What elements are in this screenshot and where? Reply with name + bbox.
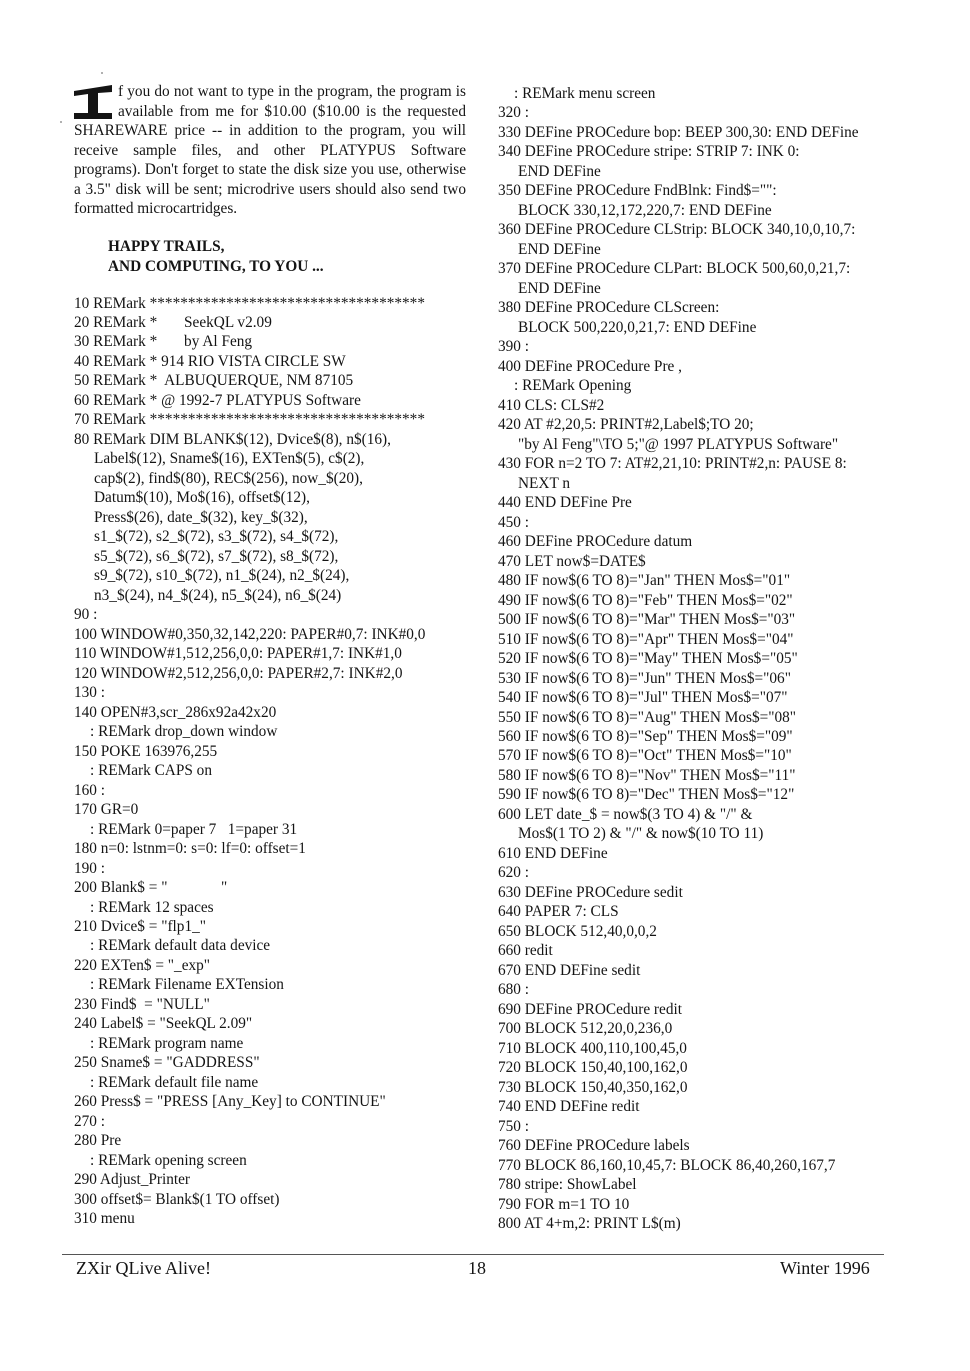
code-line: 230 Find$ = "NULL" — [74, 995, 210, 1013]
code-line: 550 IF now$(6 TO 8)="Aug" THEN Mos$="08" — [498, 708, 797, 726]
code-line: s1_$(72), s2_$(72), s3_$(72), s4_$(72), — [94, 528, 339, 546]
code-line: 330 DEFine PROCedure bop: BEEP 300,30: END DEFine — [498, 123, 859, 141]
code-line: 700 BLOCK 512,20,0,236,0 — [498, 1020, 673, 1038]
intro-text: f you do not want to type in the program, the program is available from me for $10.00 ($10.00 is the requested SHAREWARE price -- in addition to the program, you will receive sample files, and other PLATYPUS Software programs). Don't forget to state the disk size you use, otherwise a 3.5" disk will be sent; microdrive users should also send two formatted microcartridges. — [74, 83, 466, 217]
code-line: 800 AT 4+m,2: PRINT L$(m) — [498, 1215, 681, 1233]
code-line: 100 WINDOW#0,350,32,142,220: PAPER#0,7: INK#0,0 — [74, 625, 426, 643]
code-line: : REMark default data device — [90, 937, 271, 955]
code-line: 130 : — [74, 684, 106, 702]
code-line: 650 BLOCK 512,40,0,0,2 — [498, 922, 657, 940]
code-line: 560 IF now$(6 TO 8)="Sep" THEN Mos$="09" — [498, 727, 793, 745]
code-line: 300 offset$= Blank$(1 TO offset) — [74, 1190, 280, 1208]
code-line: : REMark Filename EXTension — [90, 976, 284, 994]
code-line: 790 FOR m=1 TO 10 — [498, 1195, 630, 1213]
code-line: 260 Press$ = "PRESS [Any_Key] to CONTINUE" — [74, 1093, 386, 1111]
code-line: 240 Label$ = "SeekQL 2.09" — [74, 1015, 253, 1033]
code-line: 430 FOR n=2 TO 7: AT#2,21,10: PRINT#2,n: PAUSE 8: — [498, 455, 847, 473]
code-line: 670 END DEFine sedit — [498, 961, 641, 979]
code-line: 360 DEFine PROCedure CLStrip: BLOCK 340,10,0,10,7: — [498, 221, 856, 239]
footer-magazine-title: ZXir QLive Alive! — [76, 1258, 211, 1278]
code-line: 90 : — [74, 606, 98, 624]
footer-divider — [62, 1254, 884, 1255]
code-line: 470 LET now$=DATE$ — [498, 552, 646, 570]
code-line: 350 DEFine PROCedure FndBlnk: Find$="": — [498, 182, 777, 200]
code-line: 630 DEFine PROCedure sedit — [498, 883, 683, 901]
code-line: 420 AT #2,20,5: PRINT#2,Label$;TO 20; — [498, 416, 754, 434]
code-line: : REMark Opening — [514, 377, 632, 395]
code-line: "by Al Feng"\TO 5;"@ 1997 PLATYPUS Software" — [518, 435, 839, 453]
code-line: 340 DEFine PROCedure stripe: STRIP 7: INK 0: — [498, 143, 800, 161]
code-line: 370 DEFine PROCedure CLPart: BLOCK 500,60,0,21,7: — [498, 260, 851, 278]
footer-page-number: 18 — [468, 1258, 486, 1278]
code-line: 770 BLOCK 86,160,10,45,7: BLOCK 86,40,260,167,7 — [498, 1156, 836, 1174]
code-line: 480 IF now$(6 TO 8)="Jan" THEN Mos$="01" — [498, 572, 791, 590]
code-line: BLOCK 330,12,172,220,7: END DEFine — [518, 201, 772, 219]
code-line: 80 REMark DIM BLANK$(12), Dvice$(8), n$(16), — [74, 430, 391, 448]
code-line: BLOCK 500,220,0,21,7: END DEFine — [518, 318, 757, 336]
code-line: 730 BLOCK 150,40,350,162,0 — [498, 1078, 688, 1096]
code-line: 310 menu — [74, 1210, 135, 1228]
code-line: 660 redit — [498, 942, 553, 960]
code-line: Label$(12), Sname$(16), EXTen$(5), c$(2), — [94, 450, 365, 468]
left-column — [74, 82, 466, 1229]
code-line: cap$(2), find$(80), REC$(256), now_$(20), — [94, 469, 363, 487]
code-line: 580 IF now$(6 TO 8)="Nov" THEN Mos$="11" — [498, 766, 796, 784]
code-line: 170 GR=0 — [74, 801, 139, 819]
code-line: 690 DEFine PROCedure redit — [498, 1000, 682, 1018]
code-line: 450 : — [498, 513, 530, 531]
code-line: 530 IF now$(6 TO 8)="Jun" THEN Mos$="06" — [498, 669, 791, 687]
code-line: : REMark program name — [90, 1034, 244, 1052]
scan-speck — [60, 121, 62, 123]
code-line: 160 : — [74, 781, 106, 799]
scan-speck — [101, 72, 103, 74]
code-line: 440 END DEFine Pre — [498, 494, 632, 512]
code-line: 180 n=0: lstnm=0: s=0: lf=0: offset=1 — [74, 840, 306, 858]
code-line: 570 IF now$(6 TO 8)="Oct" THEN Mos$="10" — [498, 747, 792, 765]
code-listing-right — [498, 84, 908, 1234]
code-line: 750 : — [498, 1117, 530, 1135]
code-line: 40 REMark * 914 RIO VISTA CIRCLE SW — [74, 352, 346, 370]
code-line: 110 WINDOW#1,512,256,0,0: PAPER#1,7: INK#1,0 — [74, 645, 402, 663]
code-line: 760 DEFine PROCedure labels — [498, 1137, 690, 1155]
code-line: 20 REMark * SeekQL v2.09 — [74, 313, 272, 331]
code-line: : REMark 0=paper 7 1=paper 31 — [90, 820, 298, 838]
code-line: 280 Pre — [74, 1132, 122, 1150]
code-line: s9_$(72), s10_$(72), n1_$(24), n2_$(24), — [94, 567, 350, 585]
intro-paragraph — [74, 82, 466, 219]
code-line: : REMark menu screen — [514, 85, 656, 102]
code-line: END DEFine — [518, 162, 601, 180]
code-line: 30 REMark * by Al Feng — [74, 333, 253, 351]
code-line: 460 DEFine PROCedure datum — [498, 533, 693, 551]
code-line: 600 LET date_$ = now$(3 TO 4) & "/" & — [498, 805, 753, 823]
code-line: 140 OPEN#3,scr_286x92a42x20 — [74, 703, 277, 721]
code-line: 710 BLOCK 400,110,100,45,0 — [498, 1039, 687, 1057]
code-line: Mos$(1 TO 2) & "/" & now$(10 TO 11) — [518, 825, 764, 843]
code-line: : REMark CAPS on — [90, 762, 212, 780]
code-line: 150 POKE 163976,255 — [74, 742, 218, 760]
code-line: 290 Adjust_Printer — [74, 1171, 191, 1189]
code-line: 60 REMark * @ 1992-7 PLATYPUS Software — [74, 391, 361, 409]
code-line: 200 Blank$ = " " — [74, 879, 228, 897]
code-listing-left — [74, 294, 466, 1229]
drop-cap-i-icon — [74, 85, 112, 119]
code-line: 680 : — [498, 981, 530, 999]
footer-issue: Winter 1996 — [780, 1258, 870, 1278]
code-line: 740 END DEFine redit — [498, 1098, 640, 1116]
code-line: 70 REMark ************************************ — [74, 411, 425, 429]
code-line: 540 IF now$(6 TO 8)="Jul" THEN Mos$="07" — [498, 689, 788, 707]
code-line: 780 stripe: ShowLabel — [498, 1176, 637, 1194]
code-line: NEXT n — [518, 474, 570, 492]
code-line: 410 CLS: CLS#2 — [498, 396, 605, 414]
code-line: : REMark opening screen — [90, 1151, 247, 1169]
code-line: 120 WINDOW#2,512,256,0,0: PAPER#2,7: INK#2,0 — [74, 664, 403, 682]
code-line: : REMark default file name — [90, 1073, 259, 1091]
drop-cap — [74, 85, 112, 119]
code-line: 250 Sname$ = "GADDRESS" — [74, 1054, 260, 1072]
closing-line-1: HAPPY TRAILS, — [108, 237, 225, 255]
code-line: 590 IF now$(6 TO 8)="Dec" THEN Mos$="12" — [498, 786, 795, 804]
closing-salutation — [108, 237, 466, 277]
code-line: 210 Dvice$ = "flp1_" — [74, 918, 206, 935]
code-line: Datum$(10), Mo$(16), offset$(12), — [94, 489, 310, 507]
code-line: 320 : — [498, 104, 530, 122]
code-line: 490 IF now$(6 TO 8)="Feb" THEN Mos$="02" — [498, 591, 793, 609]
code-line: END DEFine — [518, 240, 601, 258]
code-line: 400 DEFine PROCedure Pre , — [498, 357, 682, 375]
code-line: 640 PAPER 7: CLS — [498, 903, 619, 921]
code-line: 620 : — [498, 864, 530, 882]
code-line: : REMark 12 spaces — [90, 898, 214, 916]
code-line: n3_$(24), n4_$(24), n5_$(24), n6_$(24) — [94, 586, 342, 604]
code-line: 500 IF now$(6 TO 8)="Mar" THEN Mos$="03" — [498, 611, 796, 629]
code-line: Press$(26), date_$(32), key_$(32), — [94, 508, 308, 526]
code-line: 610 END DEFine — [498, 844, 608, 862]
closing-line-2: AND COMPUTING, TO YOU ... — [108, 257, 324, 275]
code-line: : REMark drop_down window — [90, 723, 278, 741]
code-line: 270 : — [74, 1112, 106, 1130]
code-line: 10 REMark ************************************ — [74, 294, 425, 312]
code-line: 510 IF now$(6 TO 8)="Apr" THEN Mos$="04" — [498, 630, 794, 648]
code-line: 190 : — [74, 859, 106, 877]
code-line: 380 DEFine PROCedure CLScreen: — [498, 299, 720, 317]
code-line: 720 BLOCK 150,40,100,162,0 — [498, 1059, 688, 1077]
code-line: 50 REMark * ALBUQUERQUE, NM 87105 — [74, 372, 354, 390]
code-line: END DEFine — [518, 279, 601, 297]
code-line: s5_$(72), s6_$(72), s7_$(72), s8_$(72), — [94, 547, 339, 565]
code-line: 390 : — [498, 338, 530, 356]
code-line: 520 IF now$(6 TO 8)="May" THEN Mos$="05" — [498, 650, 798, 668]
code-line: 220 EXTen$ = "_exp" — [74, 956, 211, 974]
